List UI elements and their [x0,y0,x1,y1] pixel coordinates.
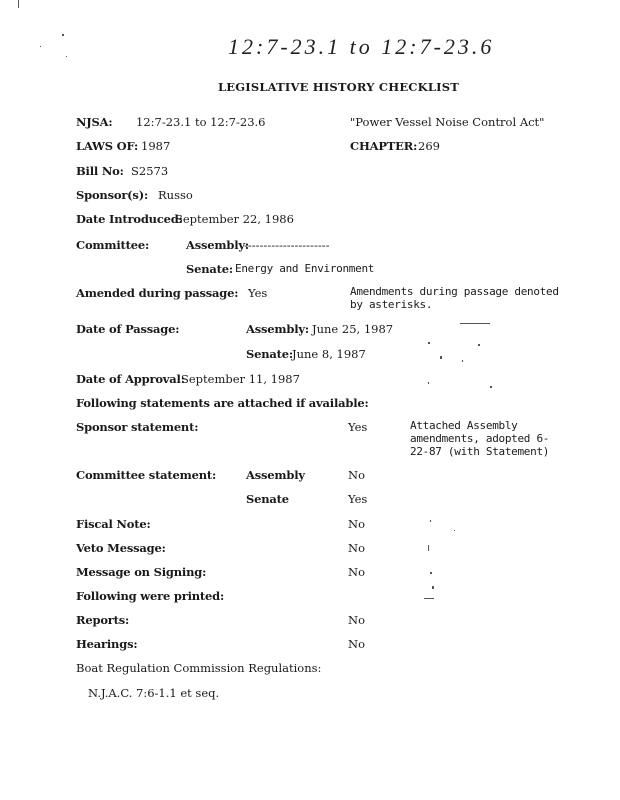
date-of-approval-label: Date of Approval: [76,372,185,386]
sponsors-label: Sponsor(s): [76,188,148,202]
bill-no-value: S2573 [131,164,169,178]
handwritten-citation: 12:7-23.1 to 12:7-23.6 [228,34,495,59]
chapter-label: CHAPTER: [350,139,418,153]
committee-statement-label: Committee statement: [76,468,217,482]
fiscal-note-value: No [348,517,365,531]
date-of-passage-label: Date of Passage: [76,322,180,336]
date-of-approval-value: September 11, 1987 [181,372,300,386]
passage-senate-label: Senate: [246,347,293,361]
amended-value: Yes [248,286,268,300]
reports-label: Reports: [76,613,130,627]
act-name: "Power Vessel Noise Control Act" [350,115,545,129]
committee-assembly-label: Assembly: [186,238,249,252]
committee-statement-assembly-label: Assembly [246,468,305,482]
sponsor-statement-label: Sponsor statement: [76,420,199,434]
veto-message-value: No [348,541,365,555]
reports-value: No [348,613,365,627]
passage-assembly-label: Assembly: [246,322,309,336]
passage-senate-value: June 8, 1987 [292,347,366,361]
chapter-value: 269 [418,139,440,153]
page-title: LEGISLATIVE HISTORY CHECKLIST [218,80,459,94]
laws-of-label: LAWS OF: [76,139,139,153]
committee-statement-senate-value: Yes [348,492,368,506]
bill-no-label: Bill No: [76,164,124,178]
passage-assembly-value: June 25, 1987 [312,322,394,336]
sponsor-statement-value: Yes [348,420,368,434]
committee-senate-label: Senate: [186,262,233,276]
committee-statement-senate-label: Senate [246,492,289,506]
date-introduced-label: Date Introduced: [76,212,183,226]
laws-of-value: 1987 [141,139,171,153]
regulations-heading: Boat Regulation Commission Regulations: [76,661,322,675]
committee-senate-value: Energy and Environment [235,262,375,275]
njsa-value: 12:7-23.1 to 12:7-23.6 [136,115,266,129]
amended-note: Amendments during passage denoted by asterisks. [350,285,559,311]
amended-label: Amended during passage: [76,286,239,300]
hearings-value: No [348,637,365,651]
hearings-label: Hearings: [76,637,138,651]
regulations-value: N.J.A.C. 7:6-1.1 et seq. [88,686,220,700]
message-on-signing-label: Message on Signing: [76,565,207,579]
sponsor-statement-note: Attached Assembly amendments, adopted 6-22-87 (with Statement) [410,419,550,458]
njsa-label: NJSA: [76,115,113,129]
message-on-signing-value: No [348,565,365,579]
veto-message-label: Veto Message: [76,541,166,555]
committee-label: Committee: [76,238,150,252]
committee-statement-assembly-value: No [348,468,365,482]
following-printed-heading: Following were printed: [76,589,225,603]
fiscal-note-label: Fiscal Note: [76,517,151,531]
committee-assembly-value: ---------------------- [244,238,330,252]
sponsors-value: Russo [158,188,193,202]
date-introduced-value: September 22, 1986 [175,212,294,226]
following-attached-heading: Following statements are attached if available: [76,396,369,410]
